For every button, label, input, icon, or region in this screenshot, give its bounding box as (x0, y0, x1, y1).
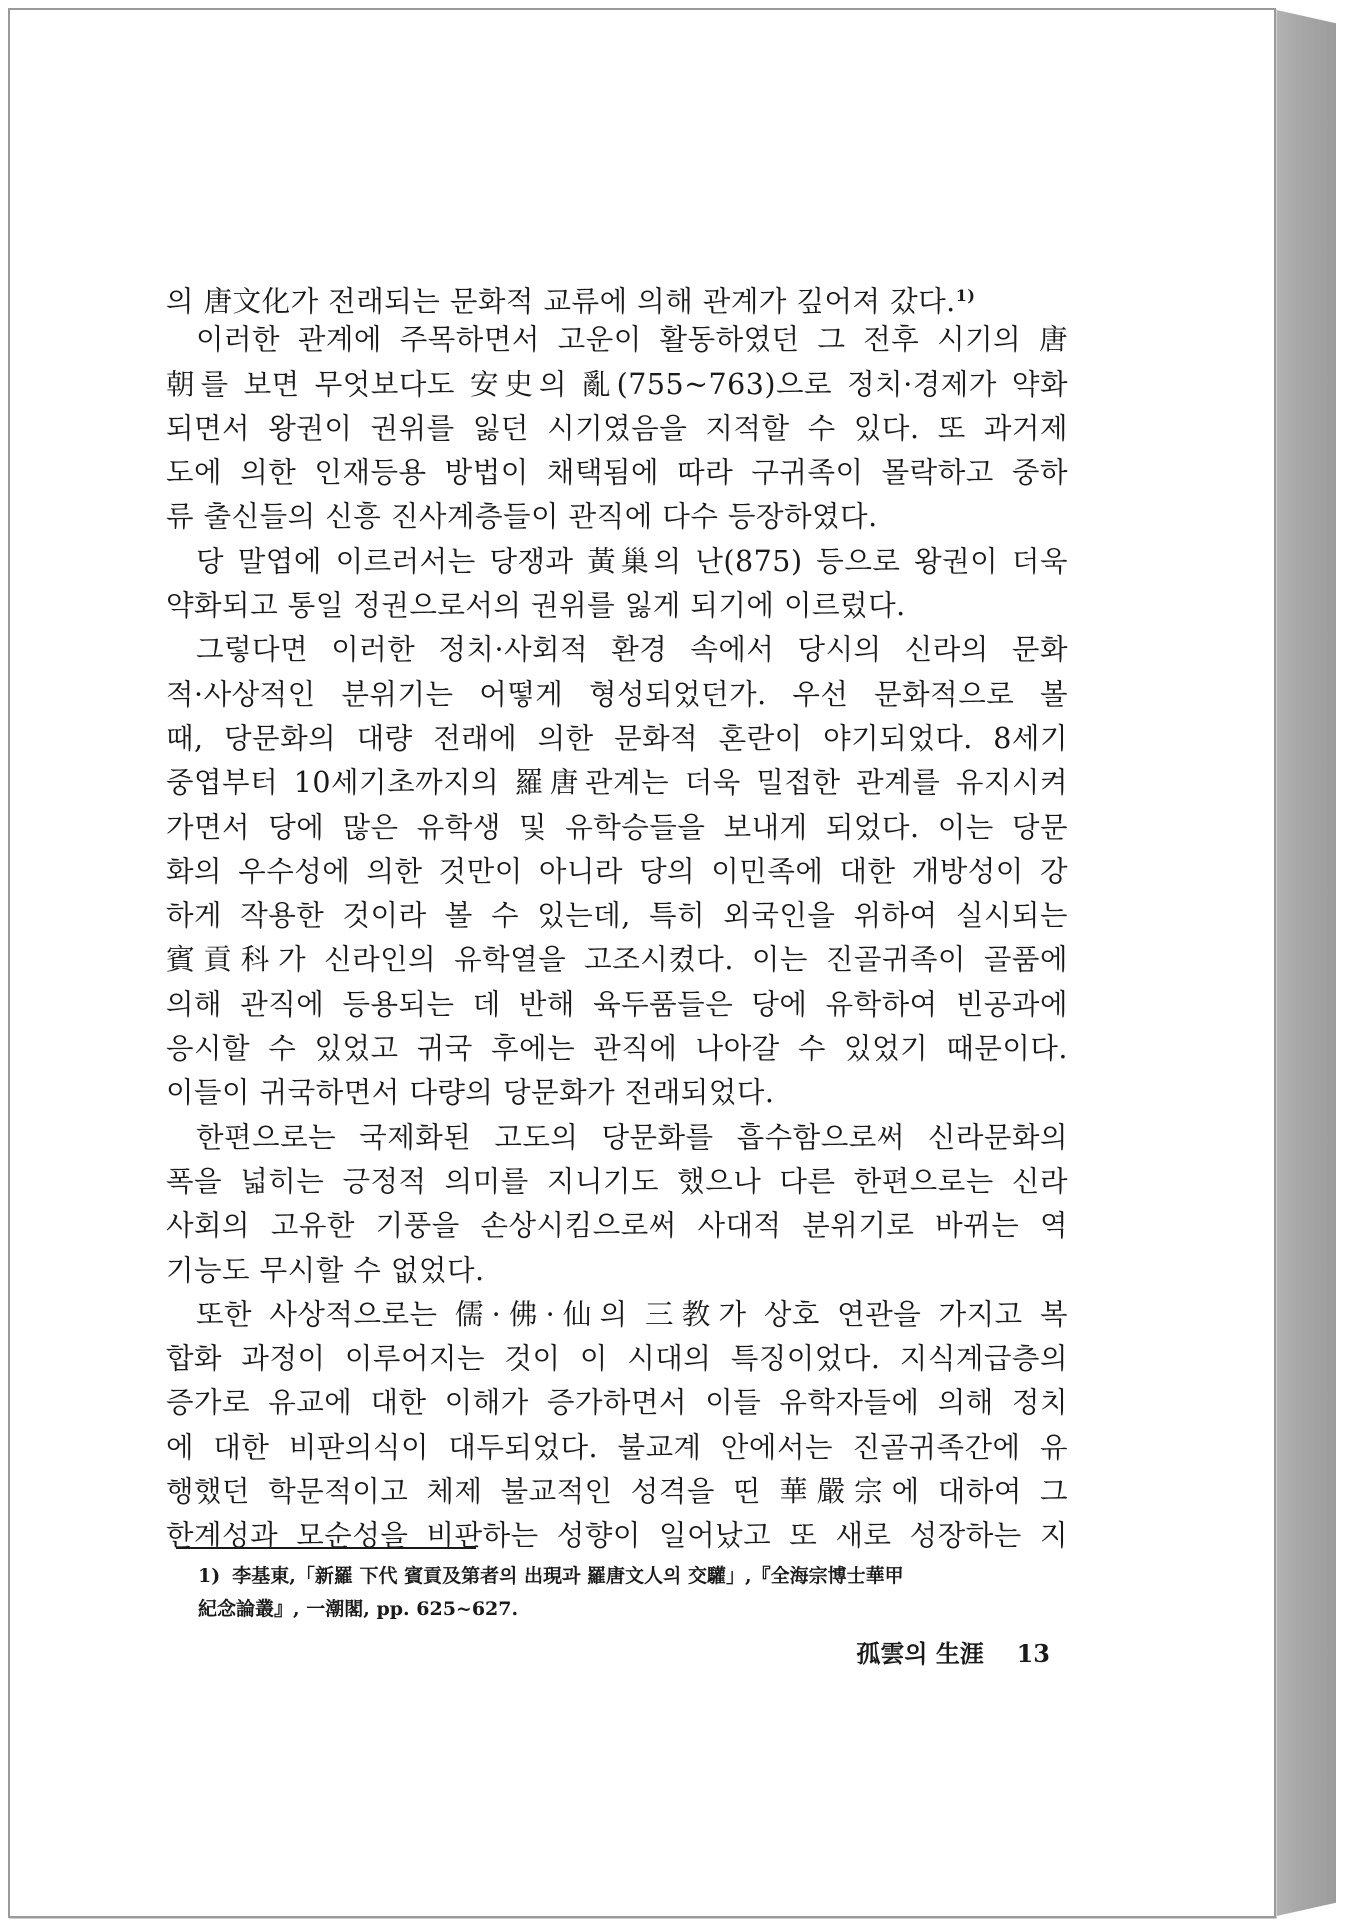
text-line-content: 화의 우수성에 의한 것만이 아니라 당의 이민족에 대한 개방성이 강 (166, 854, 1068, 888)
text-line-content: 이러한 관계에 주목하면서 고운이 활동하였던 그 전후 시기의 唐 (196, 323, 1068, 357)
text-line-content: 하게 작용한 것이라 볼 수 있는데, 특히 외국인을 위하여 실시되는 (166, 899, 1068, 933)
text-line (166, 806, 1068, 850)
footnote-line (198, 1560, 1066, 1593)
text-line-content: 사회의 고유한 기풍을 손상시킴으로써 사대적 분위기로 바뀌는 역 (166, 1209, 1068, 1243)
text-line-content: 가면서 당에 많은 유학생 및 유학승들을 보내게 되었다. 이는 당문 (166, 810, 1068, 844)
page-number: 13 (1016, 1639, 1050, 1668)
text-line (166, 628, 1068, 672)
text-line (166, 1470, 1068, 1514)
text-line-content: 한계성과 모순성을 비판하는 성향이 일어났고 또 새로 성장하는 지 (166, 1519, 1068, 1553)
text-line (166, 451, 1068, 495)
text-line-content: 이들이 귀국하면서 다량의 당문화가 전래되었다. (166, 1076, 775, 1110)
text-line-content: 朝를 보면 무엇보다도 安史의 亂(755~763)으로 정치·경제가 약화 (166, 367, 1068, 401)
text-line (166, 1514, 1068, 1558)
text-line (166, 1293, 1068, 1337)
text-line-content: 또한 사상적으로는 儒·佛·仙의 三教가 상호 연관을 가지고 복 (196, 1297, 1068, 1331)
text-line-content: 때, 당문화의 대량 전래에 의한 문화적 혼란이 야기되었다. 8세기 (166, 721, 1068, 755)
text-line-content: 약화되고 통일 정권으로서의 권위를 잃게 되기에 이르렀다. (166, 589, 906, 623)
footnote-line (198, 1593, 1066, 1626)
text-line-content: 당 말엽에 이르러서는 당쟁과 黃巢의 난(875) 등으로 왕권이 더욱 (196, 544, 1068, 578)
text-line (166, 407, 1068, 451)
text-line-content: 폭을 넓히는 긍정적 의미를 지니기도 했으나 다른 한편으로는 신라 (166, 1164, 1068, 1198)
footnote-number: 1) (198, 1565, 221, 1587)
footnote-divider (176, 1547, 476, 1549)
text-line (166, 274, 1068, 318)
text-line-content: 합화 과정이 이루어지는 것이 이 시대의 특징이었다. 지식계급층의 (166, 1342, 1068, 1376)
text-line (166, 1249, 1068, 1293)
text-line (166, 1204, 1068, 1248)
text-line-content: 의 唐文化가 전래되는 문화적 교류에 의해 관계가 깊어져 갔다. (166, 285, 956, 318)
text-line-content: 응시할 수 있었고 귀국 후에는 관직에 나아갈 수 있었기 때문이다. (166, 1032, 1068, 1066)
text-line (166, 983, 1068, 1027)
text-line-content: 행했던 학문적이고 체제 불교적인 성격을 띤 華嚴宗에 대하여 그 (166, 1475, 1068, 1509)
text-line (166, 1027, 1068, 1071)
text-line (166, 584, 1068, 628)
text-line (166, 717, 1068, 761)
text-line (166, 894, 1068, 938)
text-line (166, 1381, 1068, 1425)
text-line-content: 의해 관직에 등용되는 데 반해 육두품들은 당에 유학하여 빈공과에 (166, 987, 1068, 1021)
text-line (166, 1337, 1068, 1381)
text-line (166, 1160, 1068, 1204)
text-line (166, 495, 1068, 539)
text-line-content: 그렇다면 이러한 정치·사회적 환경 속에서 당시의 신라의 문화 (196, 633, 1068, 667)
text-line (166, 850, 1068, 894)
text-line-content: 도에 의한 인재등용 방법이 채택됨에 따라 구귀족이 몰락하고 중하 (166, 456, 1068, 490)
text-line (166, 318, 1068, 362)
footnote-reference: 1) (955, 286, 976, 305)
page-stack-edge (1268, 8, 1336, 1918)
text-line (166, 673, 1068, 717)
footnotes (198, 1560, 1066, 1626)
text-line (166, 761, 1068, 805)
text-line-content: 적·사상적인 분위기는 어떻게 형성되었던가. 우선 문화적으로 볼 (166, 677, 1068, 711)
text-line-content: 중엽부터 10세기초까지의 羅唐관계는 더욱 밀접한 관계를 유지시켜 (166, 766, 1068, 800)
text-line-content: 류 출신들의 신흥 진사계층들이 관직에 다수 등장하였다. (166, 500, 878, 534)
text-line-content: 되면서 왕권이 권위를 잃던 시기였음을 지적할 수 있다. 또 과거제 (166, 411, 1068, 445)
text-line-content: 賓貢科가 신라인의 유학열을 고조시켰다. 이는 진골귀족이 골품에 (166, 943, 1068, 977)
text-line (166, 938, 1068, 982)
footnote-text: 李基東,「新羅 下代 賓貢及第者의 出現과 羅唐文人의 交驩」,『全海宗博士華甲 (232, 1565, 904, 1587)
text-line-content: 한편으로는 국제화된 고도의 당문화를 흡수함으로써 신라문화의 (196, 1120, 1068, 1154)
body-text (166, 274, 1068, 1559)
text-line-content: 에 대한 비판의식이 대두되었다. 불교계 안에서는 진골귀족간에 유 (166, 1430, 1068, 1464)
text-line (166, 540, 1068, 584)
text-line-content: 증가로 유교에 대한 이해가 증가하면서 이들 유학자들에 의해 정치 (166, 1386, 1068, 1420)
running-footer (800, 1634, 1050, 1669)
text-line (166, 363, 1068, 407)
text-line (166, 1116, 1068, 1160)
running-title: 孤雲의 生涯 (856, 1639, 984, 1668)
text-line (166, 1426, 1068, 1470)
footnote-text: 紀念論叢』, 一潮閣, pp. 625~627. (198, 1598, 519, 1620)
text-line-content: 기능도 무시할 수 없었다. (166, 1253, 485, 1287)
text-line (166, 1071, 1068, 1115)
